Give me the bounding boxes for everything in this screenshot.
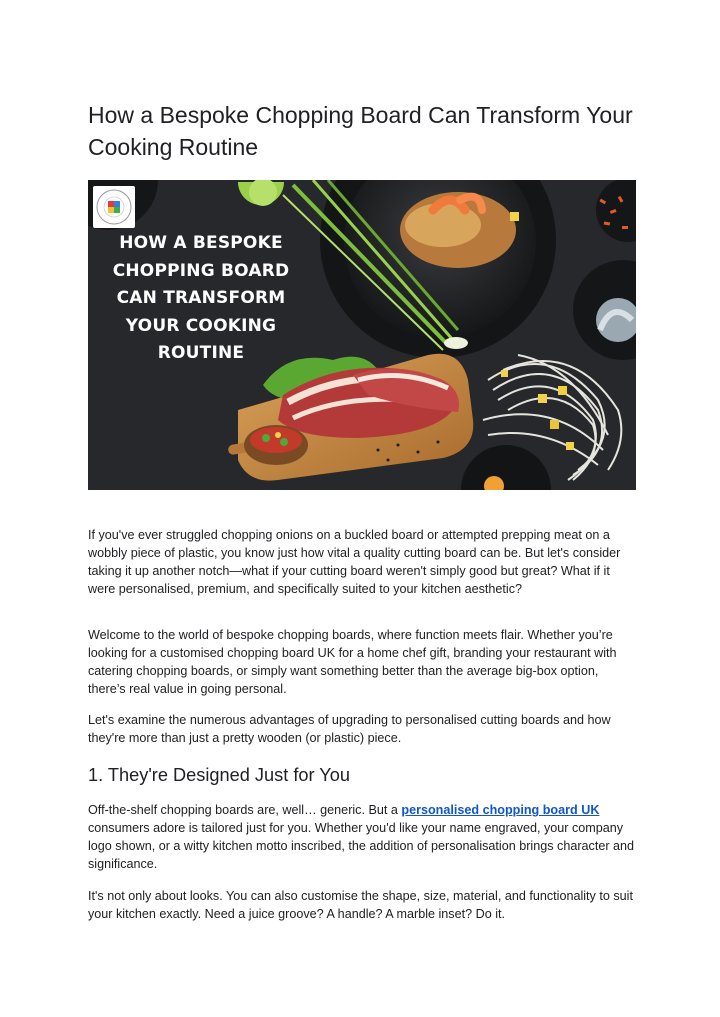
section-heading: 1. They're Designed Just for You bbox=[88, 765, 350, 785]
intro-paragraph: If you've ever struggled chopping onions on a buckled board or attempted prepping meat on a wobbly piece of plastic, you know just how vital a quality cutting board can be. But let's consider taking it up another notch—what if your cutting board weren't simply good but great? What if it were personalised, premium, and specifically suited to your kitchen aesthetic? bbox=[88, 528, 621, 596]
hero-line: ROUTINE bbox=[157, 343, 245, 363]
hero-line: CHOPPING BOARD bbox=[112, 260, 290, 281]
section-text: consumers adore is tailored just for you. Whether you'd like your name engraved, your company logo shown, or a witty kitchen motto inscribed, the addition of personalisation brings character and significance. bbox=[88, 820, 635, 871]
hero-line: YOUR COOKING bbox=[125, 315, 277, 336]
customise-paragraph: It's not only about looks. You can also customise the shape, size, material, and functionality to suit your kitchen exactly. Need a juice groove? A handle? A marble inset? Do it. bbox=[88, 889, 633, 921]
advantages-paragraph: Let's examine the numerous advantages of upgrading to personalised cutting boards and how they're more than just a pretty wooden (or plastic) piece. bbox=[88, 713, 611, 745]
hero-line: CAN TRANSFORM bbox=[116, 288, 286, 308]
chopping-board-logo-icon bbox=[93, 186, 135, 228]
personalised-board-link[interactable]: personalised chopping board UK bbox=[401, 803, 600, 817]
hero-image bbox=[88, 180, 636, 490]
welcome-paragraph: Welcome to the world of bespoke chopping boards, where function meets flair. Whether you’re looking for a customised chopping board UK for a home chef gift, branding your restaurant with catering chopping boards, or simply want something better than the average big-box option, there’s real value in going personal. bbox=[88, 628, 617, 696]
hero-heading bbox=[88, 230, 314, 368]
section-text: Off-the-shelf chopping boards are, well… generic. But a bbox=[88, 803, 402, 817]
section-paragraph bbox=[88, 802, 636, 874]
page-title: How a Bespoke Chopping Board Can Transform Your Cooking Routine bbox=[88, 102, 633, 160]
hero-line: HOW A BESPOKE bbox=[119, 233, 283, 253]
